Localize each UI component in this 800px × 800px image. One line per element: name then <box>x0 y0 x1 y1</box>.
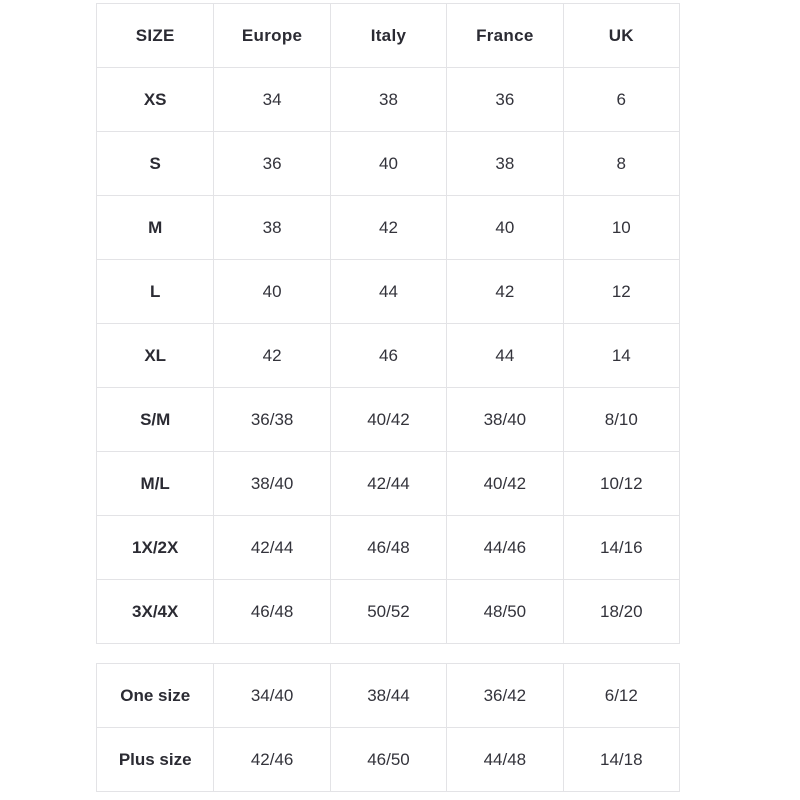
cell-uk: 14/18 <box>563 728 679 792</box>
cell-uk: 12 <box>563 260 679 324</box>
cell-france: 42 <box>447 260 563 324</box>
cell-europe: 40 <box>214 260 330 324</box>
row-label: XS <box>97 68 214 132</box>
table-header-row <box>97 4 680 68</box>
cell-italy: 44 <box>330 260 446 324</box>
cell-europe: 36 <box>214 132 330 196</box>
cell-france: 48/50 <box>447 580 563 644</box>
cell-france: 36/42 <box>447 664 563 728</box>
table-row <box>97 580 680 644</box>
secondary-table-wrap <box>96 663 680 792</box>
table-header <box>97 4 680 68</box>
cell-europe: 38/40 <box>214 452 330 516</box>
column-header-italy: Italy <box>330 4 446 68</box>
row-label: M <box>97 196 214 260</box>
cell-france: 44 <box>447 324 563 388</box>
table-row <box>97 132 680 196</box>
row-label: L <box>97 260 214 324</box>
cell-uk: 8 <box>563 132 679 196</box>
cell-uk: 14/16 <box>563 516 679 580</box>
cell-uk: 6 <box>563 68 679 132</box>
cell-europe: 34 <box>214 68 330 132</box>
cell-france: 40/42 <box>447 452 563 516</box>
column-header-europe: Europe <box>214 4 330 68</box>
cell-europe: 42/46 <box>214 728 330 792</box>
cell-uk: 10 <box>563 196 679 260</box>
cell-italy: 40 <box>330 132 446 196</box>
table-row <box>97 452 680 516</box>
table-body <box>97 68 680 644</box>
column-header-size: SIZE <box>97 4 214 68</box>
cell-france: 44/46 <box>447 516 563 580</box>
cell-italy: 42 <box>330 196 446 260</box>
table-row <box>97 728 680 792</box>
cell-europe: 36/38 <box>214 388 330 452</box>
cell-uk: 10/12 <box>563 452 679 516</box>
cell-uk: 6/12 <box>563 664 679 728</box>
cell-france: 38 <box>447 132 563 196</box>
row-label-one-size: One size <box>97 664 214 728</box>
size-conversion-table <box>96 3 680 644</box>
cell-italy: 46/48 <box>330 516 446 580</box>
table-row <box>97 324 680 388</box>
column-header-france: France <box>447 4 563 68</box>
cell-europe: 46/48 <box>214 580 330 644</box>
table-row <box>97 68 680 132</box>
cell-europe: 42/44 <box>214 516 330 580</box>
table-body <box>97 664 680 792</box>
column-header-uk: UK <box>563 4 679 68</box>
table-row <box>97 664 680 728</box>
cell-italy: 38 <box>330 68 446 132</box>
cell-europe: 38 <box>214 196 330 260</box>
cell-italy: 40/42 <box>330 388 446 452</box>
table-row <box>97 388 680 452</box>
cell-europe: 42 <box>214 324 330 388</box>
cell-italy: 42/44 <box>330 452 446 516</box>
table-row <box>97 516 680 580</box>
primary-table-wrap <box>96 3 680 644</box>
row-label: 1X/2X <box>97 516 214 580</box>
cell-italy: 46 <box>330 324 446 388</box>
cell-france: 44/48 <box>447 728 563 792</box>
row-label: S <box>97 132 214 196</box>
cell-uk: 8/10 <box>563 388 679 452</box>
one-size-plus-size-table <box>96 663 680 792</box>
cell-uk: 18/20 <box>563 580 679 644</box>
row-label: S/M <box>97 388 214 452</box>
row-label: XL <box>97 324 214 388</box>
cell-france: 40 <box>447 196 563 260</box>
cell-france: 36 <box>447 68 563 132</box>
table-row <box>97 196 680 260</box>
cell-italy: 46/50 <box>330 728 446 792</box>
cell-italy: 50/52 <box>330 580 446 644</box>
table-row <box>97 260 680 324</box>
cell-uk: 14 <box>563 324 679 388</box>
row-label: M/L <box>97 452 214 516</box>
row-label: 3X/4X <box>97 580 214 644</box>
cell-europe: 34/40 <box>214 664 330 728</box>
row-label-plus-size: Plus size <box>97 728 214 792</box>
cell-france: 38/40 <box>447 388 563 452</box>
cell-italy: 38/44 <box>330 664 446 728</box>
